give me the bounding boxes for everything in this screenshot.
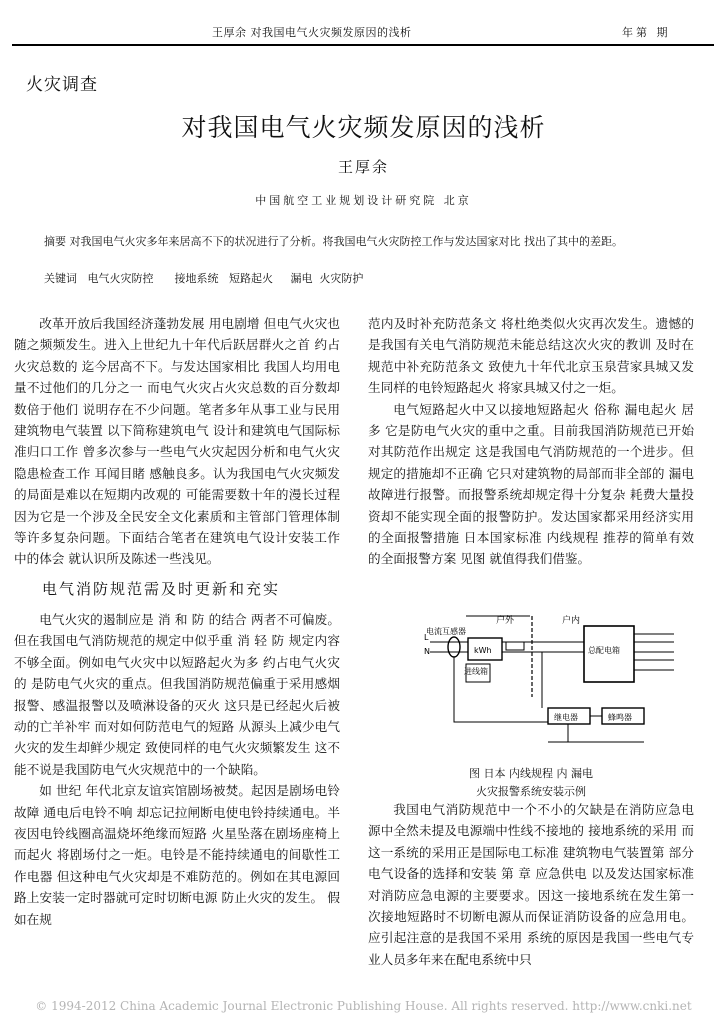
copyright-watermark: © 1994-2012 China Academic Journal Electronic Publishing House. All rights reserved. http://www.cnki.net — [35, 999, 692, 1013]
body-paragraph: 电气火灾的遏制应是 消 和 防 的结合 两者不可偏废。但在我国电气消防规范的规定中似乎重 消 轻 防 规定内容不够全面。例如电气火灾中以短路起火为多 约占电气火灾的 是防电气火灾的重点。但我国消防规范偏重于采用感烟报警、感温报警以及喷淋设备的灭火 这只是已经起火后被动的亡羊补牢 而对如何防范电气的短路 从源头上减少电气火灾的发生却鲜少规定 致使同样的电气火灾频繁发生 这不能不说是我国防电气火灾规范中的一个缺陷。 — [14, 611, 340, 777]
current-transformer-symbol — [448, 637, 460, 657]
body-paragraph: 改革开放后我国经济蓬勃发展 用电剧增 但电气火灾也随之频频发生。进入上世纪九十年代后跃居群火之首 约占火灾总数的 迄今居高不下。与发达国家相比 我国人均用电量不过他们的几分之一 而电气火灾占火灾总数的百分数却数倍于他们 说明存在不少问题。笔者多年从事工业与民用建筑物电气装置 以下简称建筑电气 设计和建筑电气国际标准归口工作 曾多次参与一些电气火灾起因分析和电气火灾隐患检查工作 耳闻目睹 感触良多。认为我国电气火灾频发的局面是难以在短期内改观的 可能需要数十年的漫长过程 因为它是一个涉及全民安全文化素质和主管部门管理体制等许多复杂问题。下面结合笔者在建筑电气设计安装工作中的体会 就认识所及陈述一些浅见。 — [14, 316, 340, 567]
right-column — [368, 313, 694, 570]
left-column — [14, 313, 340, 930]
figure-caption-subtitle: 火灾报警系统安装示例 — [476, 785, 586, 798]
label-outside: 户外 — [496, 616, 515, 626]
body-paragraph: 电气短路起火中又以接地短路起火 俗称 漏电起火 居多 它是防电气火灾的重中之重。目前我国消防规范已开始对其防范作出规定 这是我国电气消防规范的一个进步。但规定的措施却不正确 它只对建筑物的局部而非全部的 漏电 故障进行报警。而报警系统却规定得十分复杂 耗费大量投资却不能实现全面的报警防护。发达国家都采用经济实用的全面报警措施 日本国家标准 内线规程 推荐的简单有效的全面报警方案 见图 就值得我们借鉴。 — [368, 401, 694, 567]
label-N: N — [424, 647, 430, 656]
article-title: 对我国电气火灾频发原因的浅析 — [181, 113, 546, 142]
body-paragraph: 范内及时补充防范条文 将杜绝类似火灾再次发生。遗憾的是我国有关电气消防规范未能总结这次火灾的教训 及时在规范中补充防范条文 致使九十年代北京玉泉营家具城又发生同样的电铃短路起火 将家具城又付之一炬。 — [368, 316, 694, 396]
wiring-diagram-figure — [422, 612, 680, 760]
label-kwh-meter: kWh — [474, 646, 492, 655]
label-main-panel: 总配电箱 — [588, 646, 620, 655]
running-header-issue: 年第 期 — [622, 26, 671, 39]
abstract: 摘要 对我国电气火灾多年来居高不下的状况进行了分析。将我国电气火灾防控工作与发达国家对比 找出了其中的差距。 — [44, 235, 623, 248]
label-buzzer: 蜂鸣器 — [608, 713, 632, 722]
label-inside: 户内 — [562, 616, 581, 626]
wiring-diagram — [422, 612, 680, 760]
fuse-symbol — [506, 642, 524, 650]
keywords: 关键词 电气火灾防控 接地系统 短路起火 漏电 火灾防护 — [44, 272, 364, 285]
section-heading: 电气消防规范需及时更新和充实 — [42, 579, 281, 598]
body-paragraph: 我国电气消防规范中一个不小的欠缺是在消防应急电源中全然未提及电源端中性线不接地的 接地系统的采用 而这一系统的采用正是国际电工标准 建筑物电气装置第 部分 电气设备的选择和安装 第 章 应急供电 以及发达国家标准对消防应急电源的主要要求。因这一接地系统在发生第一次接地短路时不切断电源从而保证消防设备的应急用电。应引起注意的是我国不采用 系统的原因是我国一些电气专业人员多年来在配电系统中只 — [368, 802, 694, 967]
label-service-entry: 进线箱 — [464, 667, 488, 676]
label-current-transformer: 电流互感器 — [426, 627, 466, 636]
section-tag: 火灾调查 — [26, 75, 98, 95]
label-relay: 继电器 — [554, 713, 578, 722]
author-name: 王厚余 — [337, 158, 389, 176]
body-paragraph: 如 世纪 年代北京友谊宾馆剧场被焚。起因是剧场电铃故障 通电后电铃不响 却忘记拉闸断电使电铃持续通电。半夜因电铃线圈高温烧坏绝缘而短路 火星坠落在剧场座椅上而起火 将剧场付之一炬。电铃是不能持续通电的间歇性工作电器 但这种电气火灾却是不难防范的。例如在其电源回路上安装一定时器就可定时切断电源 防止火灾的发生。 假如在规 — [14, 783, 340, 927]
figure-caption: 图 日本 内线规程 内 漏电 — [469, 767, 593, 780]
running-header-title: 王厚余 对我国电气火灾频发原因的浅析 — [212, 26, 412, 39]
right-column-continued — [368, 799, 694, 970]
label-L: L — [424, 633, 429, 642]
author-affiliation: 中国航空工业规划设计研究院 北京 — [255, 194, 472, 207]
